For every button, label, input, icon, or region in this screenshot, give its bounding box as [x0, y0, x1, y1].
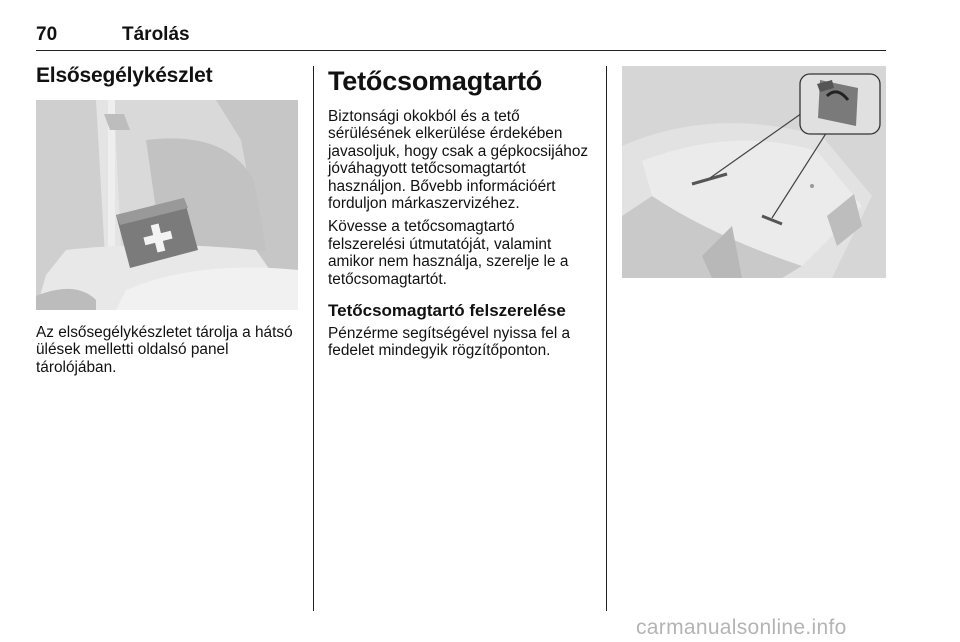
column-divider-1 [313, 66, 314, 611]
first-aid-section [36, 64, 300, 382]
roof-rack-mounting-illustration [622, 66, 886, 278]
first-aid-text: Az elsősegélykészletet tárolja a hátsó ülések melletti oldalsó panel tárolójában. [36, 324, 293, 376]
roof-rack-heading: Tetőcsomagtartó [328, 66, 543, 96]
column-divider-2 [606, 66, 607, 611]
roof-rack-section [328, 64, 590, 366]
header-divider [36, 50, 886, 51]
page-number: 70 [36, 24, 58, 45]
roof-rack-install-text: Pénzérme segítségével nyissa fel a fedelet mindegyik rögzítőponton. [328, 325, 571, 360]
chapter-title: Tárolás [122, 24, 190, 45]
roof-rack-figure-column [622, 64, 886, 278]
first-aid-heading: Elsősegélykészlet [36, 64, 213, 87]
roof-rack-install-heading: Tetőcsomagtartó felszerelése [328, 301, 566, 321]
page-header [36, 24, 886, 50]
first-aid-kit-illustration [36, 100, 298, 310]
watermark: carmanualsonline.info [636, 616, 847, 639]
roof-rack-paragraph-2: Kövesse a tetőcsomagtartó felszerelési útmutatóját, valamint amikor nem használja, szerelje le a tetőcsomagtartót. [328, 218, 569, 288]
roof-rack-paragraph-1: Biztonsági okokból és a tető sérülésének elkerülése érdekében javasoljuk, hogy csak a gépkocsijához jóváhagyott tetőcsomagtartót használjon. Bővebb információért forduljon márkaszervizéhez. [328, 108, 589, 213]
